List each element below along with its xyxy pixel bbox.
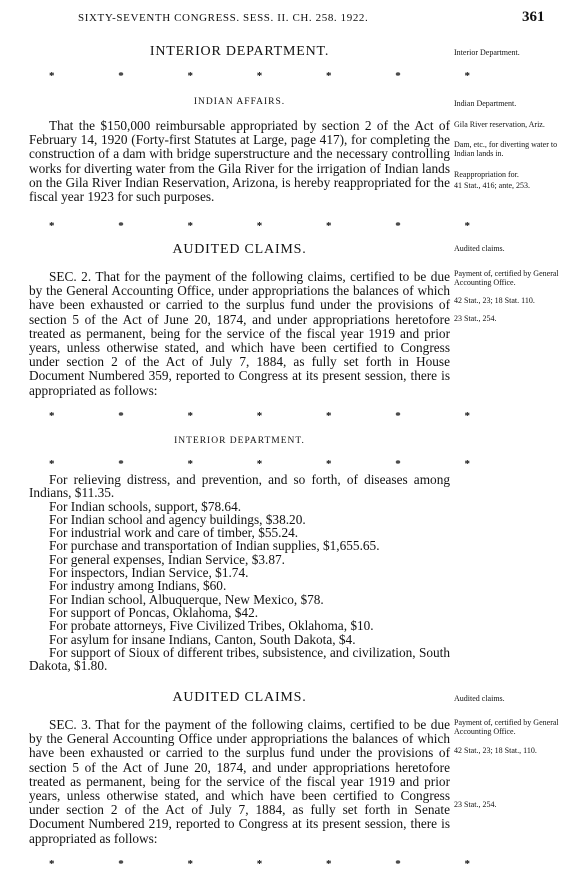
list-item: For probate attorneys, Five Civilized Tribes, Oklahoma, $10.	[49, 618, 374, 634]
list-item: For general expenses, Indian Service, $3.87.	[49, 551, 285, 567]
margin-note: 41 Stat., 416; ante, 253.	[454, 181, 530, 190]
list-item: For industrial work and care of timber, $55.24.	[49, 525, 299, 541]
subsection-title-interior-department: INTERIOR DEPARTMENT.	[174, 436, 305, 446]
list-item: For asylum for insane Indians, Canton, South Dakota, $4.	[49, 631, 356, 647]
list-item: For Indian schools, support, $78.64.	[49, 498, 242, 514]
list-item: For Indian school, Albuquerque, New Mexico, $78.	[49, 591, 324, 607]
list-item: For Indian school and agency buildings, $38.20.	[49, 511, 306, 527]
margin-note: 42 Stat., 23; 18 Stat. 110.	[454, 296, 535, 305]
ellipsis-stars	[29, 70, 484, 82]
margin-note: Indian Department.	[454, 99, 517, 108]
page-number: 361	[522, 9, 545, 25]
margin-note: Dam, etc., for diverting water to Indian lands in.	[454, 140, 558, 158]
paragraph-sec-2: SEC. 2. That for the payment of the following claims, certified to be due by the General Accounting Office, under appropriations the balances of which have been exhausted or carried to the surplus fund under the provisions of section 5 of the Act of June 20, 1874, and under appropriations heretofore treated as permanent, being for the service of the fiscal year 1919 and prior years, unless otherwise stated, and which have been certified to Congress under section 2 of the Act of July 7, 1884, as fully set forth in House Document Numbered 359, reported to Congress at its present session, there is appropriated as follows:	[29, 269, 450, 398]
list-item: For industry among Indians, $60.	[49, 578, 227, 594]
margin-note: Audited claims.	[454, 694, 505, 703]
list-item: For relieving distress, and prevention, and so forth, of diseases among Indians, $11.35.	[29, 472, 450, 501]
margin-note: Payment of, certified by General Accounting Office.	[454, 269, 559, 287]
margin-note: 23 Stat., 254.	[454, 314, 497, 323]
section-title-audited-claims: AUDITED CLAIMS.	[172, 242, 307, 257]
margin-note: Payment of, certified by General Accounting Office.	[454, 718, 559, 736]
ellipsis-stars	[29, 858, 484, 870]
margin-note: Interior Department.	[454, 48, 520, 57]
margin-note: 23 Stat., 254.	[454, 800, 497, 809]
section-title-audited-claims: AUDITED CLAIMS.	[172, 690, 307, 705]
section-title-interior: INTERIOR DEPARTMENT.	[149, 44, 330, 59]
margin-note: Audited claims.	[454, 244, 505, 253]
paragraph-gila-river: That the $150,000 reimbursable appropriated by section 2 of the Act of February 14, 1920 (Forty-first Statutes at Large, page 417), for completing the construction of a dam with bridge superstructure and the necessary controlling works for diverting water from the Gila River for the irrigation of Indian lands on the Gila River Indian Reservation, Arizona, is hereby reappropriated for the fiscal year 1923 for such purposes.	[29, 118, 450, 205]
list-item: For inspectors, Indian Service, $1.74.	[49, 565, 249, 581]
paragraph-sec-3: SEC. 3. That for the payment of the following claims, certified to be due by the General Accounting Office under appropriations the balances of which have been exhausted or carried to the surplus fund under the provisions of section 5 of the Act of June 20, 1874, and under appropriations heretofore treated as permanent, being for the service of the fiscal year 1919 and prior years, unless otherwise stated, and which have been certified to Congress under section 2 of the Act of July 7, 1884, as fully set forth in Senate Document Numbered 219, reported to Congress at its present session, there is appropriated as follows:	[29, 717, 450, 846]
margin-note: Reappropriation for.	[454, 170, 519, 179]
ellipsis-stars	[29, 458, 484, 470]
margin-note: 42 Stat., 23; 18 Stat., 110.	[454, 746, 537, 755]
list-item: For purchase and transportation of Indian supplies, $1,655.65.	[49, 538, 380, 554]
margin-note: Gila River reservation, Ariz.	[454, 120, 545, 129]
ellipsis-stars	[29, 410, 484, 422]
claims-list	[29, 473, 450, 672]
list-item: For support of Poncas, Oklahoma, $42.	[49, 604, 259, 620]
running-head: SIXTY-SEVENTH CONGRESS. SESS. II. CH. 258. 1922.	[78, 12, 369, 24]
subsection-title-indian-affairs: INDIAN AFFAIRS.	[193, 97, 286, 107]
ellipsis-stars	[29, 220, 484, 232]
list-item: For support of Sioux of different tribes, subsistence, and civilization, South Dakota, $1.80.	[29, 644, 450, 674]
